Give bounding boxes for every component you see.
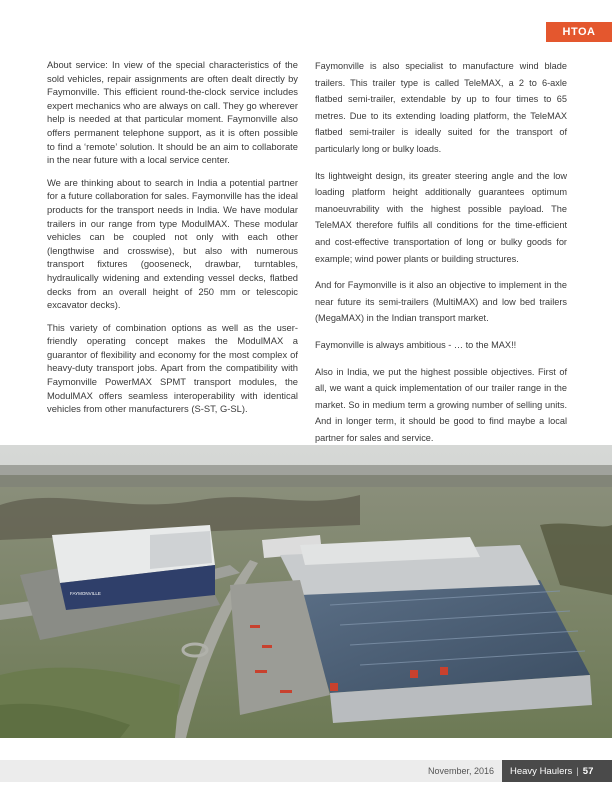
page-number: 57 bbox=[582, 765, 594, 777]
paragraph: And for Faymonville is it also an objective to implement in the near future its semi-trailers (MultiMAX) and low bed trailers (MegaMAX) in the Indian transport market. bbox=[315, 280, 567, 324]
footer-bar bbox=[0, 760, 502, 782]
paragraph: Also in India, we put the highest possible objectives. First of all, we want a quick implementation of our trailer range in the market. So in medium term a growing number of selling units. And in longer term, it should be good to find maybe a local partner for sales and service. bbox=[315, 366, 567, 443]
right-text-column bbox=[315, 58, 567, 456]
page-footer bbox=[0, 760, 612, 782]
paragraph: We are thinking about to search in India a potential partner for a future collaboration for sales. Faymonville has the ideal products for the transport needs in India. We have modular trailers in our range from type ModulMAX. These modular vehicles can be coupled not only with each other (lengthwise and crosswise), but also with numerous transport fixtures (gooseneck, drawbar, turntables, hydraulically widening and extending vessel decks, flatbed decks from an overall height of 250 mm or telescopic excavator decks). bbox=[47, 176, 298, 311]
left-text-column bbox=[47, 58, 298, 425]
paragraph: This variety of combination options as well as the user-friendly operating concept makes the ModulMAX a guarantor of flexibility and economy for the most complex of heavy-duty transport jobs. Apart from the compatibility with Faymonville PowerMAX SPMT transport modules, the ModulMAX offers seamless interoperability with identical vehicles from other manufacturers (S-ST, G-SL). bbox=[47, 321, 298, 415]
issue-date: November, 2016 bbox=[427, 766, 494, 776]
aerial-factory-photo bbox=[0, 445, 612, 738]
paragraph: Its lightweight design, its greater steering angle and the low loading platform height additionally guarantees optimum manoeuvrability with the highest possible payload. The TeleMAX therefore fulfils all conditions for the time-efficient and cost-effective transportation of long or bulky goods for example; wind power plants or building structures. bbox=[315, 170, 567, 264]
section-tag: HTOA bbox=[546, 22, 612, 42]
paragraph: About service: In view of the special characteristics of the sold vehicles, repair assignments are often dealt directly by Faymonville. This efficient round-the-clock service includes expert mechanics who are always on call. They go wherever help is needed at that particular moment. Faymonville also offers permanent telephone support, as it is often possible to find a ‘remote’ solution. It should be an aim to collaborate in the near future with a local service center. bbox=[47, 59, 298, 166]
paragraph: Faymonville is always ambitious - … to the MAX!! bbox=[315, 339, 517, 350]
magazine-name: Heavy Haulers bbox=[510, 765, 573, 777]
paragraph: Faymonville is also specialist to manufacture wind blade trailers. This trailer type is called TeleMAX, a 2 to 6-axle flatbed semi-trailer, extendable by up to four times to 65 metres. Due to its extending loading platform, the TeleMAX flatbed semi-trailer is ideally suited for the transport of particularly long or bulky loads. bbox=[315, 61, 567, 154]
building-sign-text: FAYMONVILLE bbox=[70, 591, 101, 596]
factory-illustration bbox=[0, 445, 612, 738]
magazine-page-label bbox=[502, 760, 612, 782]
footer-separator: | bbox=[576, 765, 579, 777]
